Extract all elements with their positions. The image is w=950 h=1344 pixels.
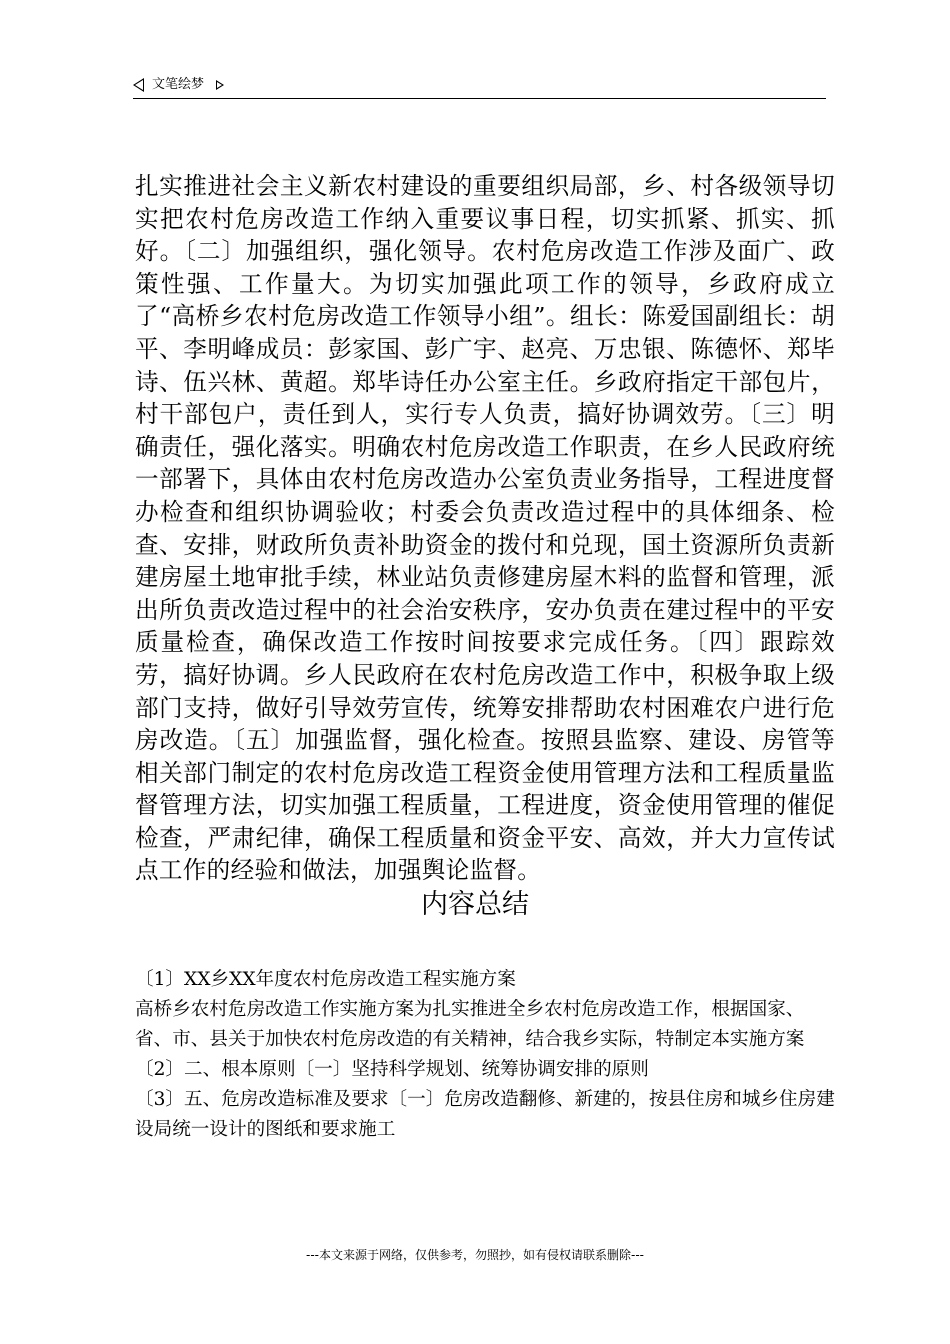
page-footer: ---本文来源于网络，仅供参考，勿照抄，如有侵权请联系删除--- — [306, 1248, 644, 1262]
summary-line: 高桥乡农村危房改造工作实施方案为扎实推进全乡农村危房改造工作，根据国家、省、市、县关于加快农村危房改造的有关精神，结合我乡实际，特制定本实施方案 — [135, 999, 805, 1050]
triangle-left-icon — [133, 78, 144, 92]
body-paragraph: 扎实推进社会主义新农村建设的重要组织局部，乡、村各级领导切实把农村危房改造工作纳入重要议事日程，切实抓紧、抓实、抓好。〔二〕加强组织，强化领导。农村危房改造工作涉及面广、政策性强、工作量大。为切实加强此项工作的领导，乡政府成立了“高桥乡农村危房改造工作领导小组”。组长：陈爱国副组长：胡平、李明峰成员：彭家国、彭广宇、赵亮、万忠银、陈德怀、郑毕诗、伍兴林、黄超。郑毕诗任办公室主任。乡政府指定干部包片，村干部包户，责任到人，实行专人负责，搞好协调效劳。〔三〕明确责任，强化落实。明确农村危房改造工作职责，在乡人民政府统一部署下，具体由农村危房改造办公室负责业务指导，工程进度督办检查和组织协调验收；村委会负责改造过程中的具体细条、检查、安排，财政所负责补助资金的拨付和兑现，国土资源所负责新建房屋土地审批手续，林业站负责修建房屋木料的监督和管理，派出所负责改造过程中的社会治安秩序，安办负责在建过程中的平安质量检查，确保改造工作按时间按要求完成任务。〔四〕跟踪效劳，搞好协调。乡人民政府在农村危房改造工作中，积极争取上级部门支持，做好引导效劳宣传，统筹安排帮助农村困难农户进行危房改造。〔五〕加强监督，强化检查。按照县监察、建设、房管等相关部门制定的农村危房改造工程资金使用管理方法和工程质量监督管理方法，切实加强工程质量，工程进度，资金使用管理的催促检查，严肃纪律，确保工程质量和资金平安、高效，并大力宣传试点工作的经验和做法，加强舆论监督。 — [135, 172, 835, 885]
triangle-right-icon — [216, 80, 224, 90]
page-header — [133, 72, 826, 99]
summary-line: 〔2〕二、根本原则〔一〕坚持科学规划、统筹协调安排的原则 — [135, 1059, 649, 1080]
summary-line: 〔1〕XX乡XX年度农村危房改造工程实施方案 — [135, 969, 516, 990]
summary-section — [135, 965, 835, 1145]
summary-line: 〔3〕五、危房改造标准及要求〔一〕危房改造翻修、新建的，按县住房和城乡住房建设局统一设计的图纸和要求施工 — [135, 1089, 835, 1140]
summary-title: 内容总结 — [421, 889, 529, 920]
header-title: 文笔绘梦 — [152, 77, 205, 92]
